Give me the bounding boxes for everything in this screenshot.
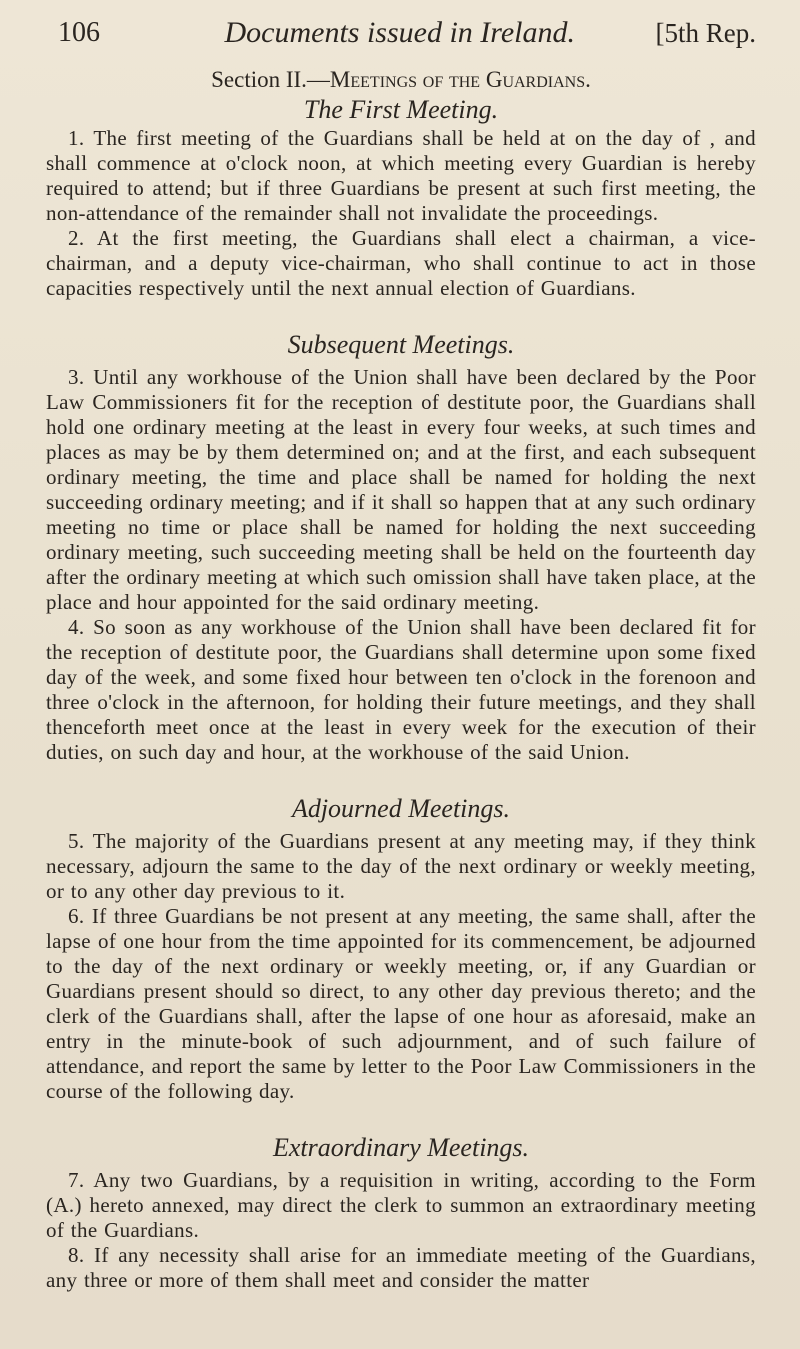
running-head bbox=[46, 16, 756, 50]
page-number: 106 bbox=[58, 17, 100, 48]
running-title: Documents issued in Ireland. bbox=[224, 16, 575, 49]
paragraph-1: 1. The first meeting of the Guardians shall be held at on the day of , and shall commence at o'clock noon, at which meeting every Guardian is hereby required to attend; but if three Guardians be present at such first meeting, the non-attendance of the remainder shall not invalidate the proceedings. bbox=[46, 126, 756, 225]
paragraph-2: 2. At the first meeting, the Guardians shall elect a chairman, a vice-chairman, and a deputy vice-chairman, who shall continue to act in those capacities respectively until the next annual election of Guardians. bbox=[46, 226, 756, 300]
paragraph-3: 3. Until any workhouse of the Union shall have been declared by the Poor Law Commissioners fit for the reception of destitute poor, the Guardians shall hold one ordinary meeting at the least in every four weeks, at such times and places as may be by them determined on; and at the first, and each subsequent ordinary meeting, the time and place shall be named for holding the next succeeding ordinary meeting; and if it shall so happen that at any such ordinary meeting no time or place shall be named for holding the next succeeding ordinary meeting, such succeeding meeting shall be held on the fourteenth day after the ordinary meeting at which such omission shall have taken place, at the place and hour appointed for the said ordinary meeting. bbox=[46, 365, 756, 614]
subheading-adjourned-meetings: Adjourned Meetings. bbox=[291, 794, 511, 823]
subheading-first-meeting: The First Meeting. bbox=[303, 95, 499, 124]
paragraph-5: 5. The majority of the Guardians present at any meeting may, if they think necessary, adjourn the same to the day of the next ordinary or weekly meeting, or to any other day previous to it. bbox=[46, 829, 756, 903]
section-label: Section II.— bbox=[211, 67, 330, 92]
paragraph-8: 8. If any necessity shall arise for an immediate meeting of the Guardians, any three or more of them shall meet and consider the matter bbox=[46, 1243, 756, 1292]
paragraph-6: 6. If three Guardians be not present at any meeting, the same shall, after the lapse of one hour from the time appointed for its commencement, be adjourned to the day of the next ordinary or weekly meeting, or, if any Guardian or Guardians present should so direct, to any other day previous thereto; and the clerk of the Guardians shall, after the lapse of one hour as aforesaid, make an entry in the minute-book of such adjournment, and of such failure of attendance, and report the same by letter to the Poor Law Commissioners in the course of the following day. bbox=[46, 904, 756, 1103]
section-heading bbox=[46, 66, 756, 94]
section-title: Meetings of the Guardians. bbox=[329, 67, 591, 92]
paragraph-7: 7. Any two Guardians, by a requisition in writing, according to the Form (A.) hereto annexed, may direct the clerk to summon an extraordinary meeting of the Guardians. bbox=[46, 1168, 756, 1242]
report-label: [5th Rep. bbox=[655, 18, 756, 48]
paragraph-4: 4. So soon as any workhouse of the Union shall have been declared fit for the reception of destitute poor, the Guardians shall determine upon some fixed day of the week, and some fixed hour between ten o'clock in the forenoon and three o'clock in the afternoon, for holding their future meetings, and they shall thenceforth meet once at the least in every week for the execution of their duties, on such day and hour, at the workhouse of the said Union. bbox=[46, 615, 756, 764]
subheading-extraordinary-meetings: Extraordinary Meetings. bbox=[272, 1133, 530, 1162]
subheading-subsequent-meetings: Subsequent Meetings. bbox=[287, 330, 515, 359]
